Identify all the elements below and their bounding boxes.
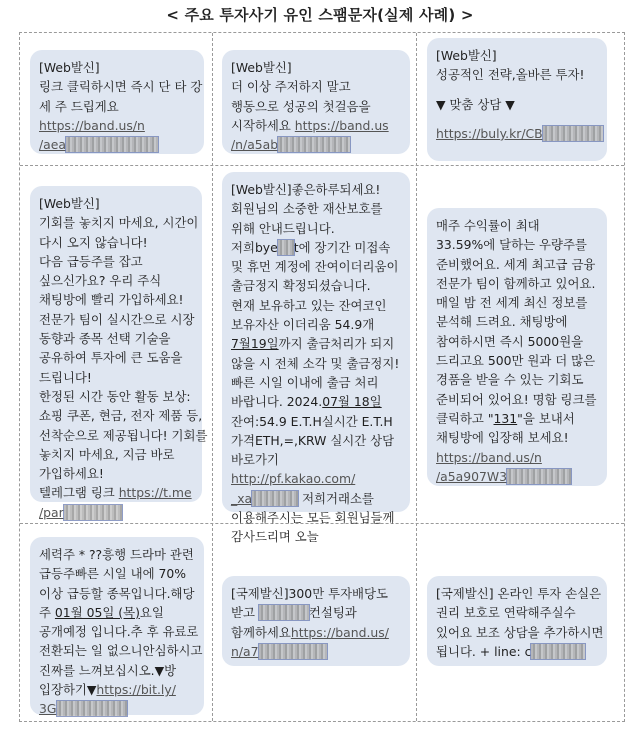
message-line <box>436 216 598 235</box>
message-line <box>39 699 195 718</box>
message-bubble-5 <box>222 172 410 545</box>
message-line <box>39 680 195 699</box>
message-bubble-3 <box>427 38 607 161</box>
spam-link[interactable]: https://bit.ly/ <box>96 682 176 698</box>
message-line <box>436 274 598 293</box>
message-line <box>231 584 401 603</box>
message-text: 잔여:54.9 E.T.H실시간 E.T.H <box>231 413 393 429</box>
message-text: 공유하여 투자에 큰 도움을 <box>39 350 183 366</box>
message-text: 전환되는 일 없으니안심하시고 <box>39 643 203 659</box>
message-line <box>39 584 195 603</box>
message-text: 싶으신가요? 우리 주식 <box>39 273 162 289</box>
message-text: 및 휴먼 계정에 잔여이더리움이 <box>231 259 399 275</box>
message-text: 매일 밤 전 세계 최신 정보를 <box>436 295 588 311</box>
message-line <box>39 387 193 406</box>
redacted-blur <box>259 644 327 659</box>
message-bubble-1 <box>30 50 204 154</box>
message-text: [Web발신] <box>231 60 292 75</box>
message-text: 주 <box>39 604 55 620</box>
message-line <box>231 412 401 431</box>
spam-link[interactable]: 3G <box>39 701 57 717</box>
message-text: 급등주빠른 시일 내에 70% <box>39 566 187 582</box>
message-text: 참여하시면 즉시 5000원을 <box>436 333 584 349</box>
message-line <box>39 641 203 660</box>
message-line <box>436 255 598 274</box>
message-text: 입장하기▼ <box>39 682 97 698</box>
message-text: 바랍니다. 2024. <box>231 394 323 410</box>
message-text: "을 보내서 <box>517 410 575 426</box>
spam-link[interactable]: https://band.us/ <box>290 624 389 640</box>
message-line <box>39 310 193 329</box>
message-line <box>231 489 401 508</box>
message-line <box>39 503 193 522</box>
underlined-date: 7월19일 <box>231 336 279 352</box>
message-line <box>231 296 401 315</box>
spam-link[interactable]: https://band.us/n <box>39 117 145 133</box>
message-text: 클릭하고 " <box>436 410 494 426</box>
message-line <box>39 426 208 445</box>
message-text: 경품을 받을 수 있는 기회도 <box>436 372 584 388</box>
message-text: 놓치지 마세요, 지금 바로 <box>39 446 175 462</box>
spam-link[interactable]: /a5a907W3 <box>436 468 508 484</box>
message-text: 선착순으로 제공됩니다! 기회를 <box>39 427 208 443</box>
message-text: 시작하세요 <box>231 117 295 133</box>
message-text: 세력주 * ??흥행 드라마 관련 <box>39 547 194 562</box>
message-text: 기회를 놓치지 마세요, 시간이 <box>39 215 199 231</box>
message-line <box>39 564 195 583</box>
message-text: 위해 안내드립니다. <box>231 220 335 236</box>
message-line <box>436 428 598 447</box>
message-text: 받고 <box>231 605 259 621</box>
message-line <box>39 233 193 252</box>
message-text: 분석해 드려요. 채팅방에 <box>436 314 568 330</box>
redacted-blur <box>531 644 585 659</box>
message-bubble-6 <box>427 208 607 486</box>
message-text: 동향과 종목 선택 기술을 <box>39 331 171 347</box>
message-text: 저희거래소를 <box>298 490 374 506</box>
message-line <box>39 348 193 367</box>
message-text: 함께하세요 <box>231 624 291 640</box>
message-line <box>39 464 193 483</box>
message-text: 텔레그램 링크 <box>39 485 119 501</box>
message-text: ▼ 맞춤 상담 ▼ <box>436 96 515 112</box>
message-line <box>231 603 401 622</box>
message-line <box>231 238 401 257</box>
spam-link[interactable]: /n/a5ab <box>231 137 279 153</box>
message-line <box>436 332 598 351</box>
message-text: 전문가 팀이 함께하고 있어요. <box>436 275 596 291</box>
redacted-blur <box>64 505 122 520</box>
message-bubble-8 <box>222 576 410 666</box>
message-line <box>231 58 401 77</box>
message-line <box>231 135 401 154</box>
message-text: 링크 클릭하시면 즉시 단 타 강 <box>39 79 203 95</box>
message-line <box>436 46 598 65</box>
message-text: 쇼핑 쿠폰, 현금, 전자 제품 등, <box>39 408 203 424</box>
message-text: 성공적인 전략,올바른 투자! <box>436 67 585 83</box>
message-text: 매주 수익률이 최대 <box>436 218 540 233</box>
redacted-blur <box>66 137 158 152</box>
message-text: 가격ETH,=,KRW 실시간 상담 <box>231 432 395 448</box>
message-text: [국제발신] 온라인 투자 손실은 <box>436 586 602 601</box>
message-text: 진짜를 느껴보십시오.▼방 <box>39 662 177 678</box>
redacted-blur <box>278 137 350 152</box>
message-text: 회원님의 소중한 재산보호를 <box>231 201 383 217</box>
message-bubble-2 <box>222 50 410 154</box>
message-line <box>231 116 401 135</box>
message-line <box>39 545 195 564</box>
message-text: 감사드리며 오늘 <box>231 529 319 545</box>
redacted-blur <box>507 469 571 484</box>
message-text: 드립니다! <box>39 369 92 385</box>
message-text: 빠른 시일 이내에 출금 처리 <box>231 374 379 390</box>
redacted-blur <box>543 126 603 141</box>
message-line <box>231 276 401 295</box>
message-line <box>436 351 598 370</box>
message-line <box>436 642 598 661</box>
line-gap <box>436 85 598 95</box>
line-gap <box>436 114 598 124</box>
message-line <box>436 409 598 428</box>
spam-link[interactable]: /par <box>39 504 64 520</box>
message-line <box>231 199 401 218</box>
message-text: 전문가 팀이 실시간으로 시장 <box>39 311 195 327</box>
message-text: [국제발신]300만 투자배당도 <box>231 586 388 601</box>
message-text: 채팅방에 빨리 가입하세요! <box>39 292 184 308</box>
spam-link[interactable]: https://t.me <box>118 485 192 501</box>
message-line <box>39 603 195 622</box>
message-line <box>39 290 193 309</box>
spam-link[interactable]: n/a7 <box>231 643 259 659</box>
message-text: 더 이상 주저하지 말고 <box>231 79 351 95</box>
message-line <box>231 373 401 392</box>
message-line <box>39 661 195 680</box>
message-text: 현재 보유하고 있는 잔여코인 <box>231 297 387 313</box>
message-line <box>436 390 598 409</box>
message-line <box>231 642 401 661</box>
message-line <box>39 135 195 154</box>
message-text: 있어요 보조 상담을 추가하시면 <box>436 624 604 640</box>
message-text: 채팅방에 입장해 보세요! <box>436 430 569 446</box>
spam-link[interactable]: https://band.us <box>294 117 389 133</box>
message-text: 다시 오지 않습니다! <box>39 234 148 250</box>
message-line <box>39 271 193 290</box>
message-line <box>39 97 195 116</box>
message-text: 드리고요 500만 원과 더 많은 <box>436 353 596 369</box>
message-text: 않을 시 전체 소각 및 출금정지! <box>231 355 400 371</box>
message-text: 이상 급등할 종목입니다.해당 <box>39 585 195 601</box>
message-line <box>231 392 401 411</box>
message-line <box>436 312 598 331</box>
message-line <box>231 77 401 96</box>
message-line <box>436 623 604 642</box>
message-text: 33.59%에 달하는 우량주를 <box>436 237 587 253</box>
spam-link[interactable]: _xa <box>231 490 253 506</box>
spam-link[interactable]: /aea <box>39 137 66 153</box>
redacted-blur <box>252 491 298 506</box>
message-line <box>231 527 401 546</box>
message-text: 준비했어요. 세계 최고급 금융 <box>436 256 596 272</box>
message-text: [Web발신]좋은하루되세요! <box>231 182 381 197</box>
message-text: 행동으로 성공의 첫걸음을 <box>231 98 371 114</box>
message-text: 출금정지 확정되셨습니다. <box>231 278 371 294</box>
message-line <box>436 124 598 143</box>
message-text: 됩니다. + line: c <box>436 643 532 659</box>
spam-link[interactable]: http://pf.kakao.com/ <box>231 471 356 487</box>
message-line <box>39 58 195 77</box>
message-line <box>231 219 401 238</box>
message-line <box>231 623 401 642</box>
message-bubble-7 <box>30 537 204 715</box>
message-text: 저희bye <box>231 239 278 255</box>
message-line <box>39 194 193 213</box>
message-line <box>231 315 401 334</box>
message-line <box>39 445 193 464</box>
message-line <box>436 603 598 622</box>
message-line <box>436 235 598 254</box>
message-text: 한정된 시간 동안 활동 보상: <box>39 388 191 404</box>
message-line <box>39 622 199 641</box>
message-line <box>231 469 401 488</box>
message-line <box>231 180 401 199</box>
message-line <box>231 334 401 353</box>
message-text: 이용해주시는 모든 회원님들께 <box>231 510 395 526</box>
message-text: [Web발신] <box>436 48 497 63</box>
message-line <box>231 431 401 450</box>
message-line <box>436 370 598 389</box>
message-text: 보유자산 이더리움 54.9개 <box>231 317 375 333</box>
spam-link[interactable]: https://buly.kr/CB <box>436 125 543 141</box>
message-line <box>39 252 193 271</box>
message-line <box>231 450 401 469</box>
redacted-blur <box>57 701 127 716</box>
message-line <box>436 448 598 467</box>
message-text: 세 주 드립게요 <box>39 98 119 114</box>
message-text: t에 장기간 미접속 <box>293 239 391 255</box>
message-line <box>436 467 598 486</box>
message-bubble-9 <box>427 576 607 666</box>
message-text: 요일 <box>139 604 164 620</box>
message-text: 컨설팅과 <box>308 605 357 621</box>
redacted-blur <box>259 605 309 620</box>
underlined-text: 07월 18일 <box>322 394 382 410</box>
message-line <box>231 97 401 116</box>
message-line <box>436 95 598 114</box>
message-text: [Web발신] <box>39 196 100 211</box>
message-text: 공개예정 입니다.추 후 유료로 <box>39 624 199 640</box>
message-line <box>39 213 199 232</box>
underlined-text: 131 <box>493 410 518 426</box>
message-line <box>39 406 203 425</box>
spam-link[interactable]: https://band.us/n <box>436 449 542 465</box>
message-text: [Web발신] <box>39 60 100 75</box>
message-line <box>231 354 401 373</box>
message-text: 다음 급등주를 잡고 <box>39 253 143 269</box>
message-bubble-4 <box>30 186 208 520</box>
underlined-text: 01월 05일 (목) <box>54 604 140 620</box>
message-line <box>231 257 401 276</box>
message-text: 준비되어 있어요! 명함 링크를 <box>436 391 597 407</box>
message-text: 가입하세요! <box>39 466 104 482</box>
message-text: 바로가기 <box>231 452 279 468</box>
message-text: 권리 보호로 연락해주실수 <box>436 605 576 621</box>
redacted-blur <box>278 240 294 255</box>
message-line <box>436 293 598 312</box>
message-line <box>231 508 401 527</box>
page-title: < 주요 투자사기 유인 스팸문자(실제 사례) > <box>166 6 474 24</box>
message-text: 까지 출금처리가 되지 <box>278 336 395 352</box>
message-line <box>39 329 193 348</box>
message-line <box>39 368 193 387</box>
message-line <box>436 584 602 603</box>
message-line <box>39 77 203 96</box>
message-line <box>436 65 598 84</box>
message-line <box>39 116 195 135</box>
message-line <box>39 483 193 502</box>
